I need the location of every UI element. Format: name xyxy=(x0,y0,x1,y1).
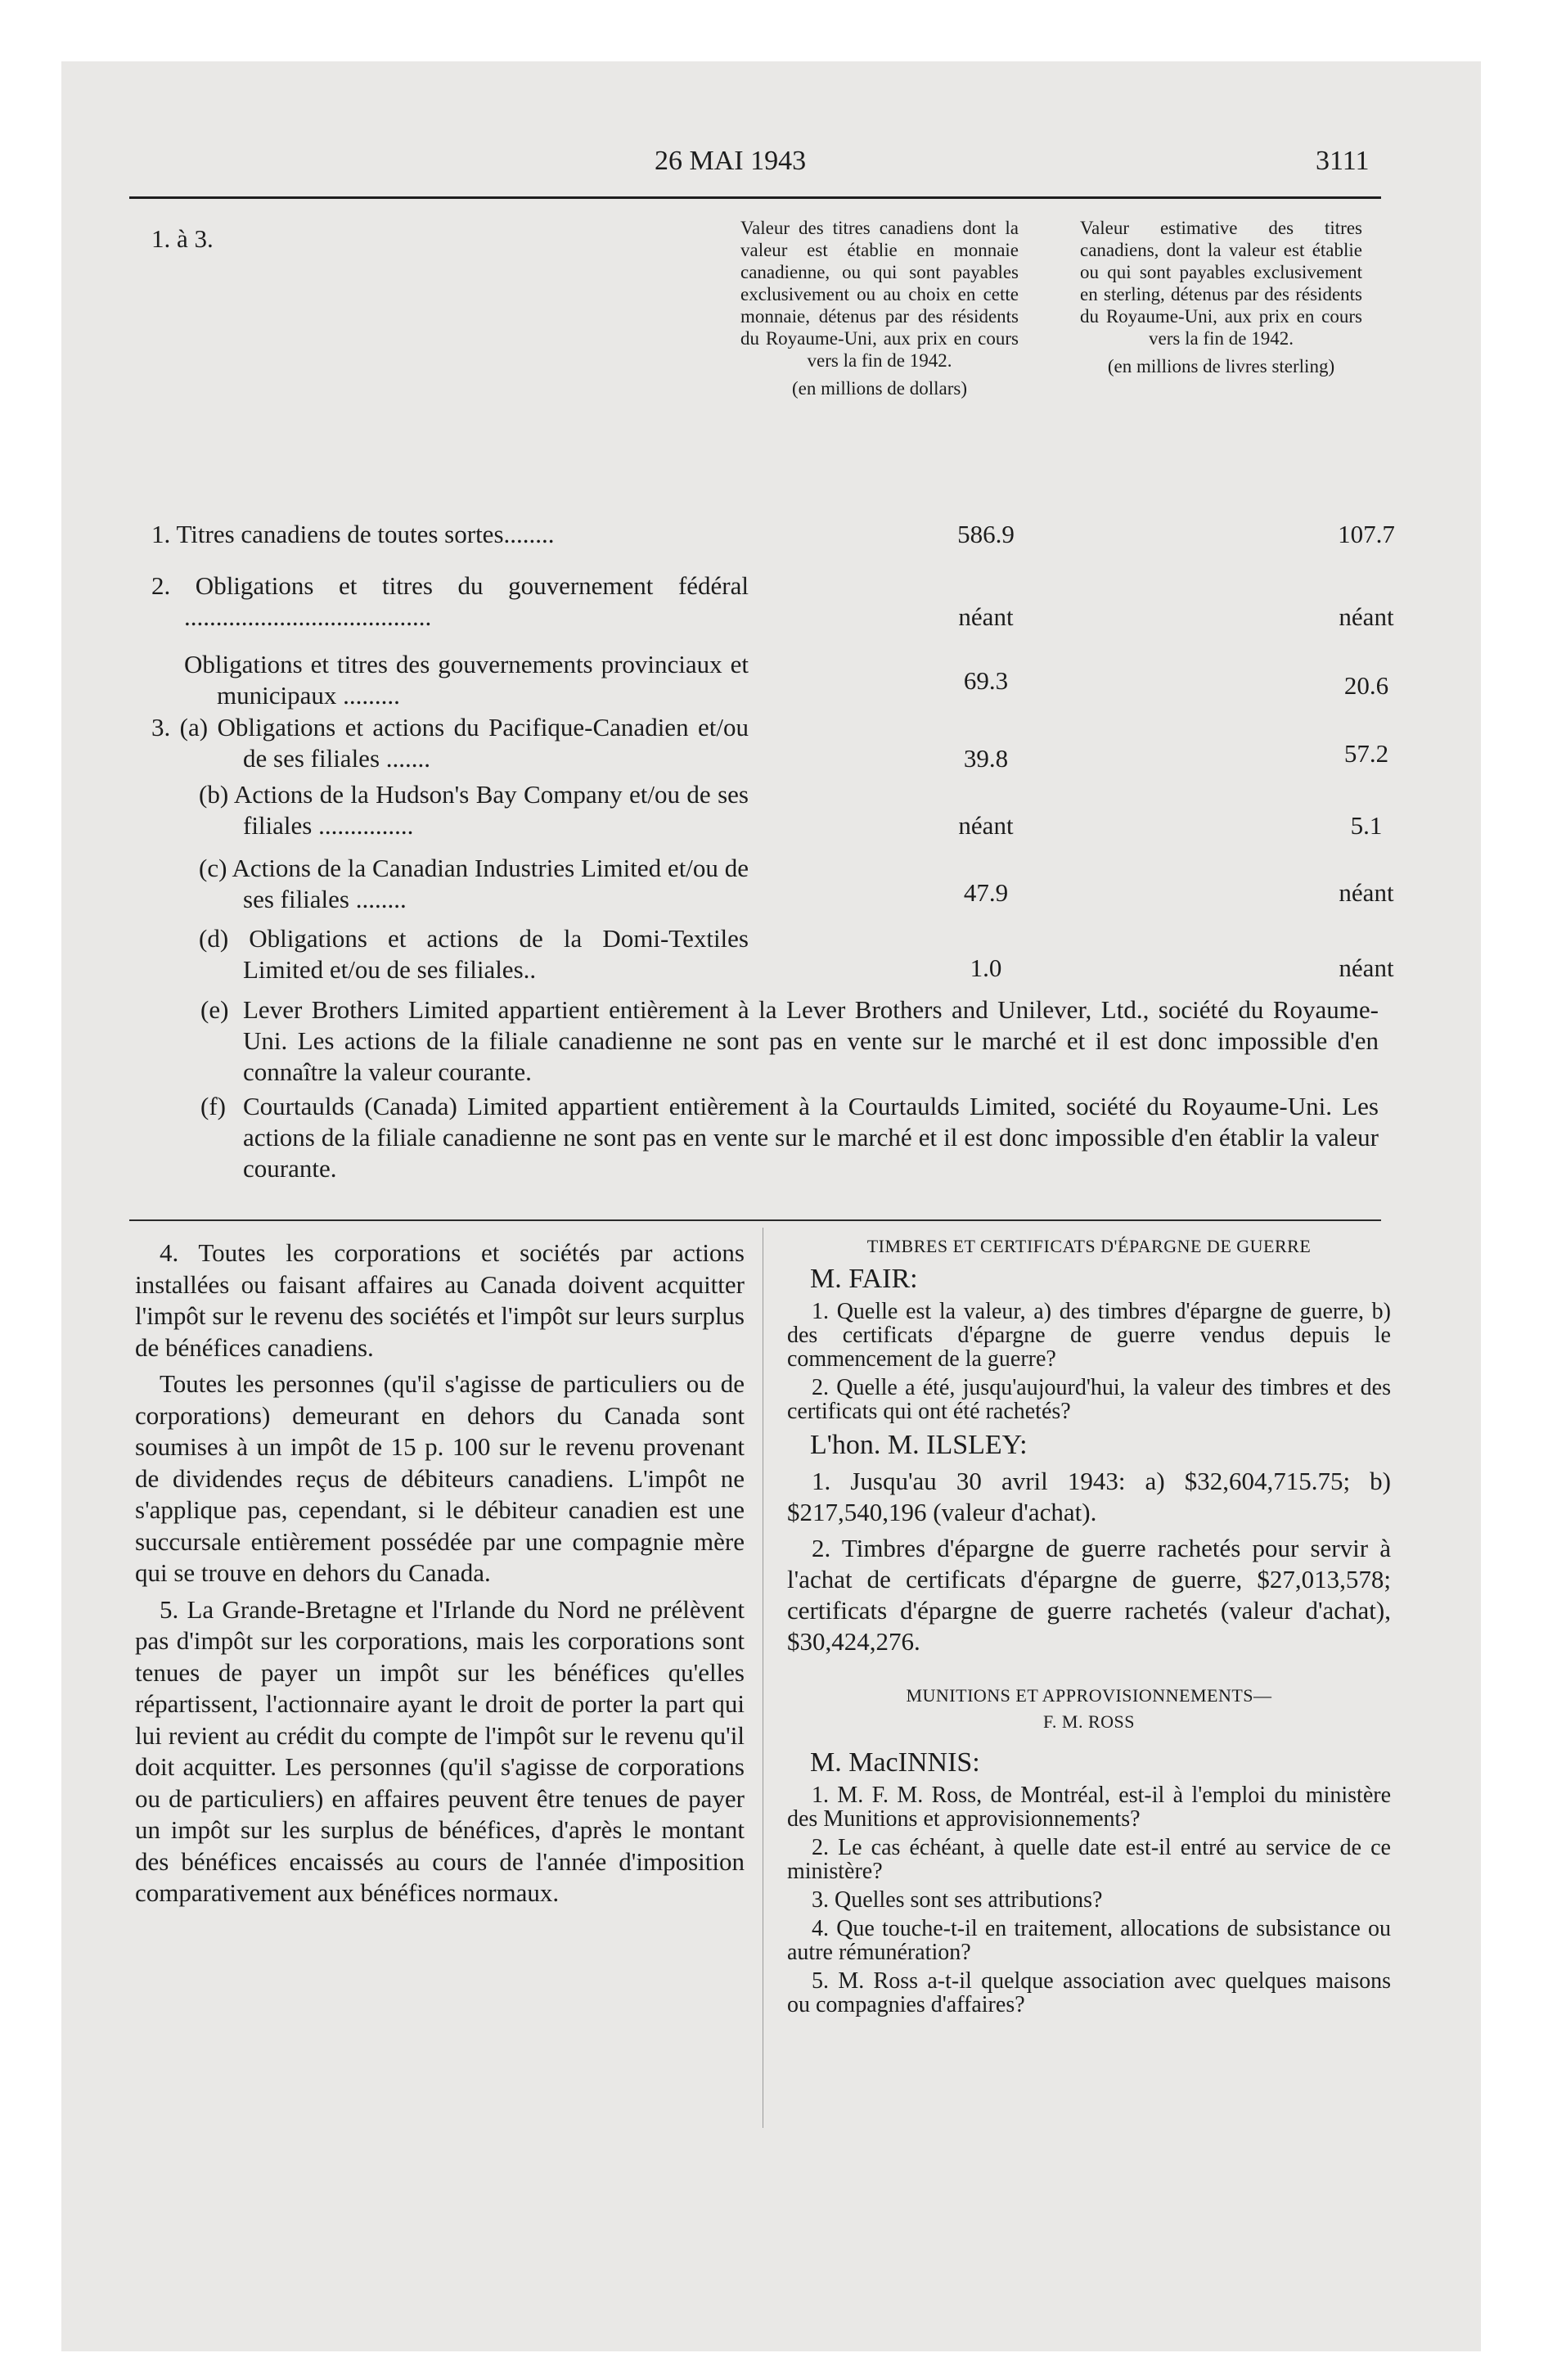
row-label: 3. (a) Obligations et actions du Pacifique-Canadien et/ou de ses filiales ....... xyxy=(151,713,749,773)
note-text: Lever Brothers Limited appartient entièrement à la Lever Brothers and Unilever, Ltd., société du Royaume-Uni. Les actions de la filiale canadienne ne sont pas en vente sur le marché et il est donc impossible d'en connaître la valeur courante. xyxy=(243,995,1379,1086)
answer: 2. Timbres d'épargne de guerre rachetés pour servir à l'achat de certificats d'épargne de guerre, $27,013,578; certificats d'épargne de guerre rachetés (valeur d'achat), $30,424,276. xyxy=(787,1534,1391,1656)
column-units-sterling: (en millions de livres sterling) xyxy=(1107,356,1335,376)
left-column-text xyxy=(135,1237,745,1914)
row-value-dollars: néant xyxy=(958,811,1014,840)
row-label: (b) Actions de la Hudson's Bay Company et/ou de ses filiales ............... xyxy=(199,780,749,840)
question: 1. Quelle est la valeur, a) des timbres d'épargne de guerre, b) des certificats d'épargne de guerre vendus depuis le commencement de la guerre? xyxy=(787,1299,1391,1372)
row-label: (c) Actions de la Canadian Industries Limited et/ou de ses filiales ........ xyxy=(199,854,749,913)
note-text: Courtaulds (Canada) Limited appartient entièrement à la Courtaulds Limited, société du Royaume-Uni. Les actions de la filiale canadienne ne sont pas en vente sur le marché et il est donc impossible d'en établir la valeur courante. xyxy=(243,1092,1379,1183)
row-label: 1. Titres canadiens de toutes sortes........ xyxy=(151,520,555,548)
section-heading-munitions: MUNITIONS ET APPROVISIONNEMENTS— xyxy=(906,1685,1272,1706)
answer: 1. Jusqu'au 30 avril 1943: a) $32,604,715.75; b) $217,540,196 (valeur d'achat). xyxy=(787,1467,1391,1526)
paragraph: Toutes les personnes (qu'il s'agisse de particuliers ou de corporations) demeurant en dehors du Canada sont soumises à un impôt de 15 p. 100 sur le revenu provenant de dividendes reçus de débiteurs canadiens. L'impôt ne s'applique pas, cependant, si le débiteur canadien est une succursale entièrement possédée par une compagnie mère qui se trouve en dehors du Canada. xyxy=(135,1369,745,1587)
right-column-text xyxy=(787,1236,1391,2022)
page-date: 26 MAI 1943 xyxy=(655,146,807,176)
row-value-dollars: 47.9 xyxy=(963,878,1009,907)
row-value-sterling: 107.7 xyxy=(1338,520,1395,548)
page-number: 3111 xyxy=(1316,146,1370,176)
section-rule xyxy=(129,1219,1381,1221)
question: 3. Quelles sont ses attributions? xyxy=(812,1887,1103,1913)
row-value-sterling: 5.1 xyxy=(1350,811,1383,840)
row-value-sterling: néant xyxy=(1339,878,1394,907)
question: 2. Quelle a été, jusqu'aujourd'hui, la valeur des timbres et des certificats qui ont été rachetés? xyxy=(787,1375,1391,1424)
paragraph: 4. Toutes les corporations et sociétés par actions installées ou faisant affaires au Canada doivent acquitter l'impôt sur le revenu des sociétés et l'impôt sur leurs surplus de bénéfices canadiens. xyxy=(135,1238,745,1362)
column-header-sterling-text: Valeur estimative des titres canadiens, dont la valeur est établie ou qui sont payables exclusivement en sterling, détenus par des résidents du Royaume-Uni, aux prix en cours vers la fin de 1942. xyxy=(1080,218,1362,349)
row-label: 2. Obligations et titres du gouvernement fédéral ....................................... xyxy=(151,571,749,631)
note-marker: (f) xyxy=(200,1092,226,1120)
paragraph: 5. La Grande-Bretagne et l'Irlande du Nord ne prélèvent pas d'impôt sur les corporations, mais les corporations sont tenues de payer un impôt sur les bénéfices qu'elles répartissent, l'actionnaire ayant le droit de porter la part qui lui revient au crédit du compte de l'impôt sur le revenu qu'il doit acquitter. Les personnes (qu'il s'agisse de corporations ou de particuliers) en affaires peuvent être tenues de payer un impôt sur les surplus de bénéfices, d'après le montant des bénéfices encaissés au cours de l'année d'imposition comparativement aux bénéfices normaux. xyxy=(135,1594,745,1907)
column-units-dollars: (en millions de dollars) xyxy=(792,378,967,399)
question: 5. M. Ross a-t-il quelque association avec quelques maisons ou compagnies d'affaires? xyxy=(787,1968,1391,2017)
table-notes xyxy=(151,994,1379,1188)
column-header-sterling xyxy=(1080,217,1362,377)
row-value-sterling: 57.2 xyxy=(1343,739,1389,768)
speaker-name: M. MacINNIS: xyxy=(810,1747,980,1778)
section-heading-war-savings: TIMBRES ET CERTIFICATS D'ÉPARGNE DE GUERRE xyxy=(866,1236,1312,1256)
row-value-dollars: 586.9 xyxy=(957,520,1015,548)
header-rule xyxy=(129,196,1381,199)
row-value-sterling: 20.6 xyxy=(1343,671,1389,700)
question: 1. M. F. M. Ross, de Montréal, est-il à l'emploi du ministère des Munitions et approvisionnements? xyxy=(787,1783,1391,1832)
table-left-header: 1. à 3. xyxy=(151,224,214,253)
row-value-dollars: 1.0 xyxy=(970,953,1002,982)
section-subheading-ross: F. M. ROSS xyxy=(1042,1711,1136,1732)
note-marker: (e) xyxy=(200,995,229,1024)
speaker-name: M. FAIR: xyxy=(810,1264,918,1294)
table-note xyxy=(151,1091,1379,1184)
row-value-dollars: 69.3 xyxy=(963,666,1009,695)
row-value-dollars: 39.8 xyxy=(963,744,1009,773)
question: 2. Le cas échéant, à quelle date est-il entré au service de ce ministère? xyxy=(787,1835,1391,1884)
column-header-dollars-text: Valeur des titres canadiens dont la valeur est établie en monnaie canadienne, ou qui sont payables exclusivement ou au choix en cette monnaie, détenus par des résidents du Royaume-Uni, aux prix en cours vers la fin de 1942. xyxy=(740,218,1019,371)
row-value-dollars: néant xyxy=(958,602,1014,631)
column-header-dollars xyxy=(740,217,1019,399)
table-note xyxy=(151,994,1379,1088)
row-label: Obligations et titres des gouvernements provinciaux et municipaux ......... xyxy=(184,650,749,710)
question: 4. Que touche-t-il en traitement, allocations de subsistance ou autre rémunération? xyxy=(787,1916,1391,1965)
row-value-sterling: néant xyxy=(1339,602,1394,631)
speaker-name: L'hon. M. ILSLEY: xyxy=(810,1430,1028,1460)
row-value-sterling: néant xyxy=(1339,953,1394,982)
row-label: (d) Obligations et actions de la Domi-Textiles Limited et/ou de ses filiales.. xyxy=(199,924,749,984)
